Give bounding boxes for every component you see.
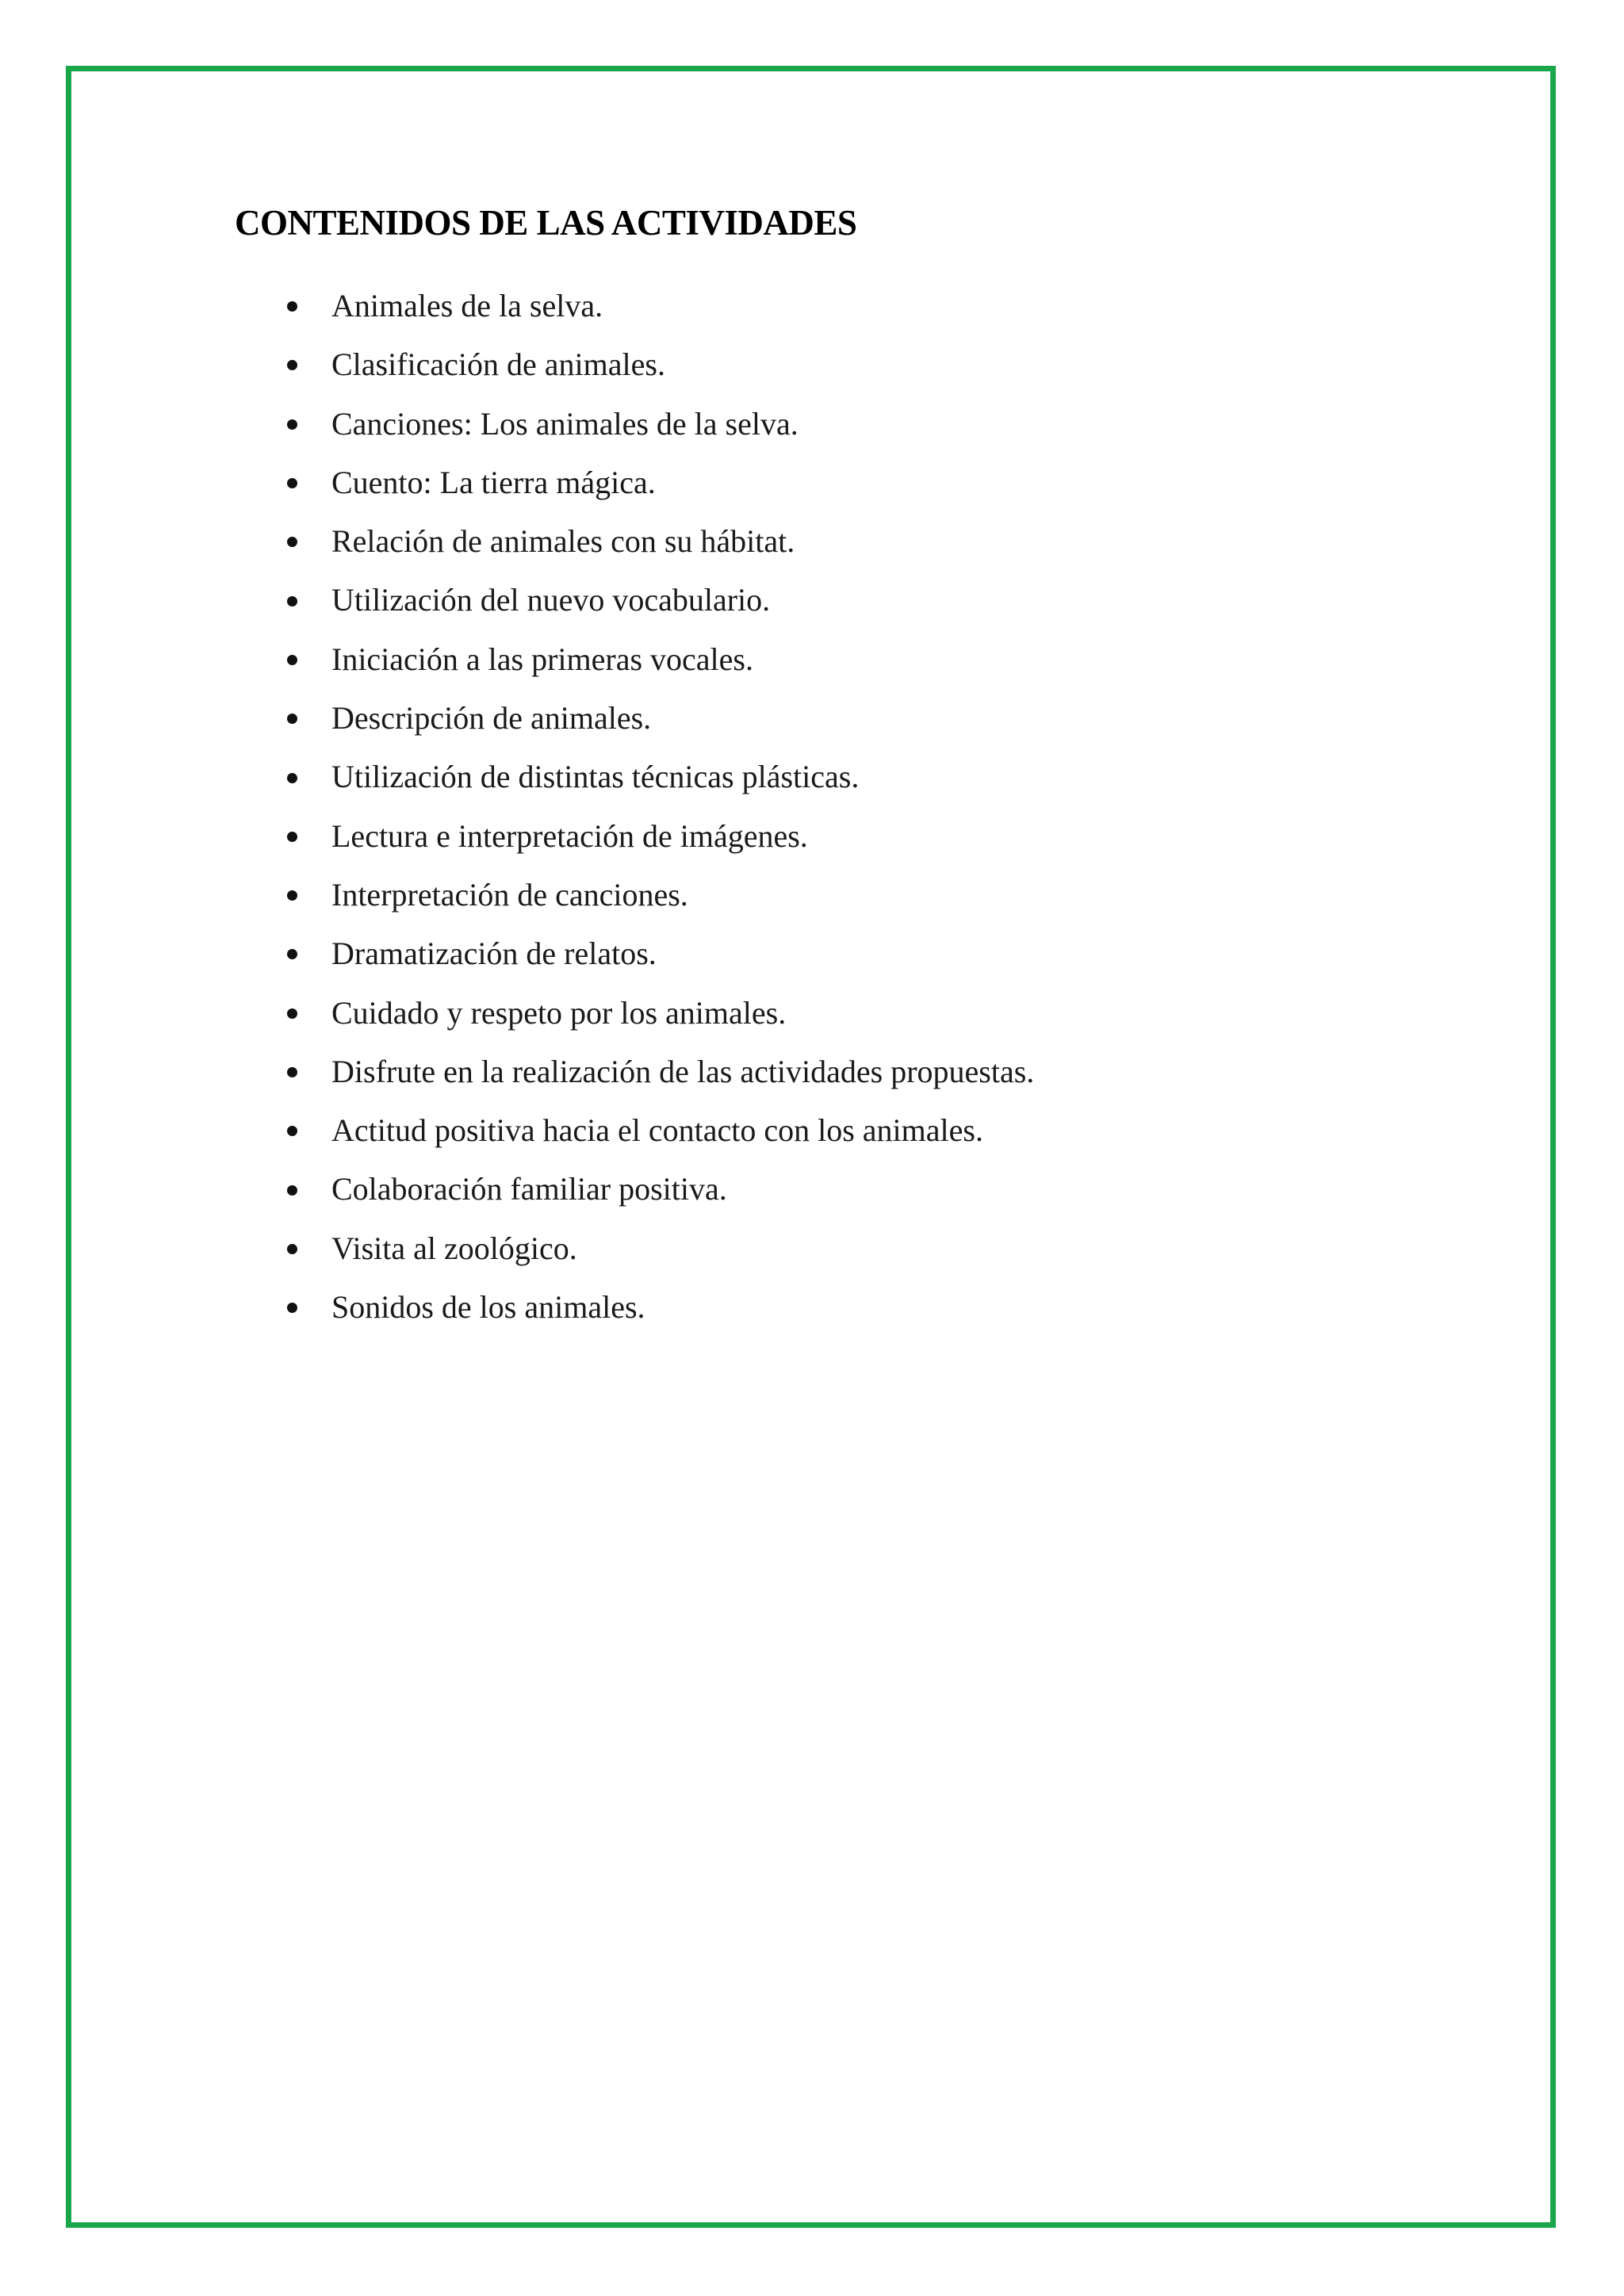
bullet-icon [287, 949, 297, 959]
list-item [235, 630, 1424, 689]
list-item [235, 866, 1424, 924]
list-item [235, 1219, 1424, 1278]
bullet-icon [287, 1067, 297, 1077]
bullet-icon [287, 1126, 297, 1136]
list-item [235, 807, 1424, 866]
list-item [235, 1160, 1424, 1219]
list-item-text: Relación de animales con su hábitat. [331, 523, 795, 560]
list-item-text: Lectura e interpretación de imágenes. [331, 817, 808, 854]
page-title: CONTENIDOS DE LAS ACTIVIDADES [235, 203, 857, 243]
bullet-icon [287, 419, 297, 430]
list-item-text: Animales de la selva. [331, 288, 603, 323]
list-item [235, 1278, 1424, 1337]
bullet-icon [287, 1244, 297, 1254]
list-item [235, 571, 1424, 629]
list-item [235, 512, 1424, 571]
bullet-icon [287, 1303, 297, 1313]
list-item [235, 748, 1424, 806]
list-item-text: Sonidos de los animales. [331, 1289, 645, 1326]
list-item-text: Visita al zoológico. [331, 1230, 577, 1266]
list-item-text: Colaboración familiar positiva. [331, 1171, 727, 1207]
bullet-icon [287, 537, 297, 547]
list-item-text: Interpretación de canciones. [331, 876, 688, 913]
list-item-text: Cuidado y respeto por los animales. [331, 994, 787, 1031]
bullet-icon [287, 478, 297, 488]
bullet-icon [287, 832, 297, 842]
contents-bullet-list [235, 277, 1424, 1337]
list-item [235, 1043, 1424, 1101]
list-item-text: Actitud positiva hacia el contacto con los animales. [331, 1112, 983, 1149]
bullet-icon [287, 301, 297, 312]
list-item-text: Iniciación a las primeras vocales. [331, 641, 753, 677]
list-item-text: Canciones: Los animales de la selva. [331, 405, 799, 442]
bullet-icon [287, 360, 297, 370]
list-item [235, 453, 1424, 512]
list-item-text: Clasificación de animales. [331, 346, 665, 383]
bullet-icon [287, 1008, 297, 1019]
list-item-text: Cuento: La tierra mágica. [331, 464, 656, 500]
list-item-text: Disfrute en la realización de las actividades propuestas. [331, 1053, 1035, 1089]
list-item [235, 395, 1424, 453]
document-content [235, 201, 1424, 1337]
list-item [235, 335, 1424, 394]
list-item [235, 277, 1424, 335]
list-item [235, 924, 1424, 983]
list-item-text: Dramatización de relatos. [331, 936, 657, 972]
bullet-icon [287, 890, 297, 901]
bullet-icon [287, 714, 297, 724]
list-item [235, 1101, 1424, 1160]
list-item-text: Utilización del nuevo vocabulario. [331, 582, 771, 618]
list-item-text: Utilización de distintas técnicas plásticas. [331, 759, 860, 795]
bullet-icon [287, 596, 297, 607]
bullet-icon [287, 1185, 297, 1196]
list-item-text: Descripción de animales. [331, 700, 652, 737]
list-item [235, 984, 1424, 1043]
list-item [235, 689, 1424, 748]
bullet-icon [287, 655, 297, 665]
bullet-icon [287, 773, 297, 783]
